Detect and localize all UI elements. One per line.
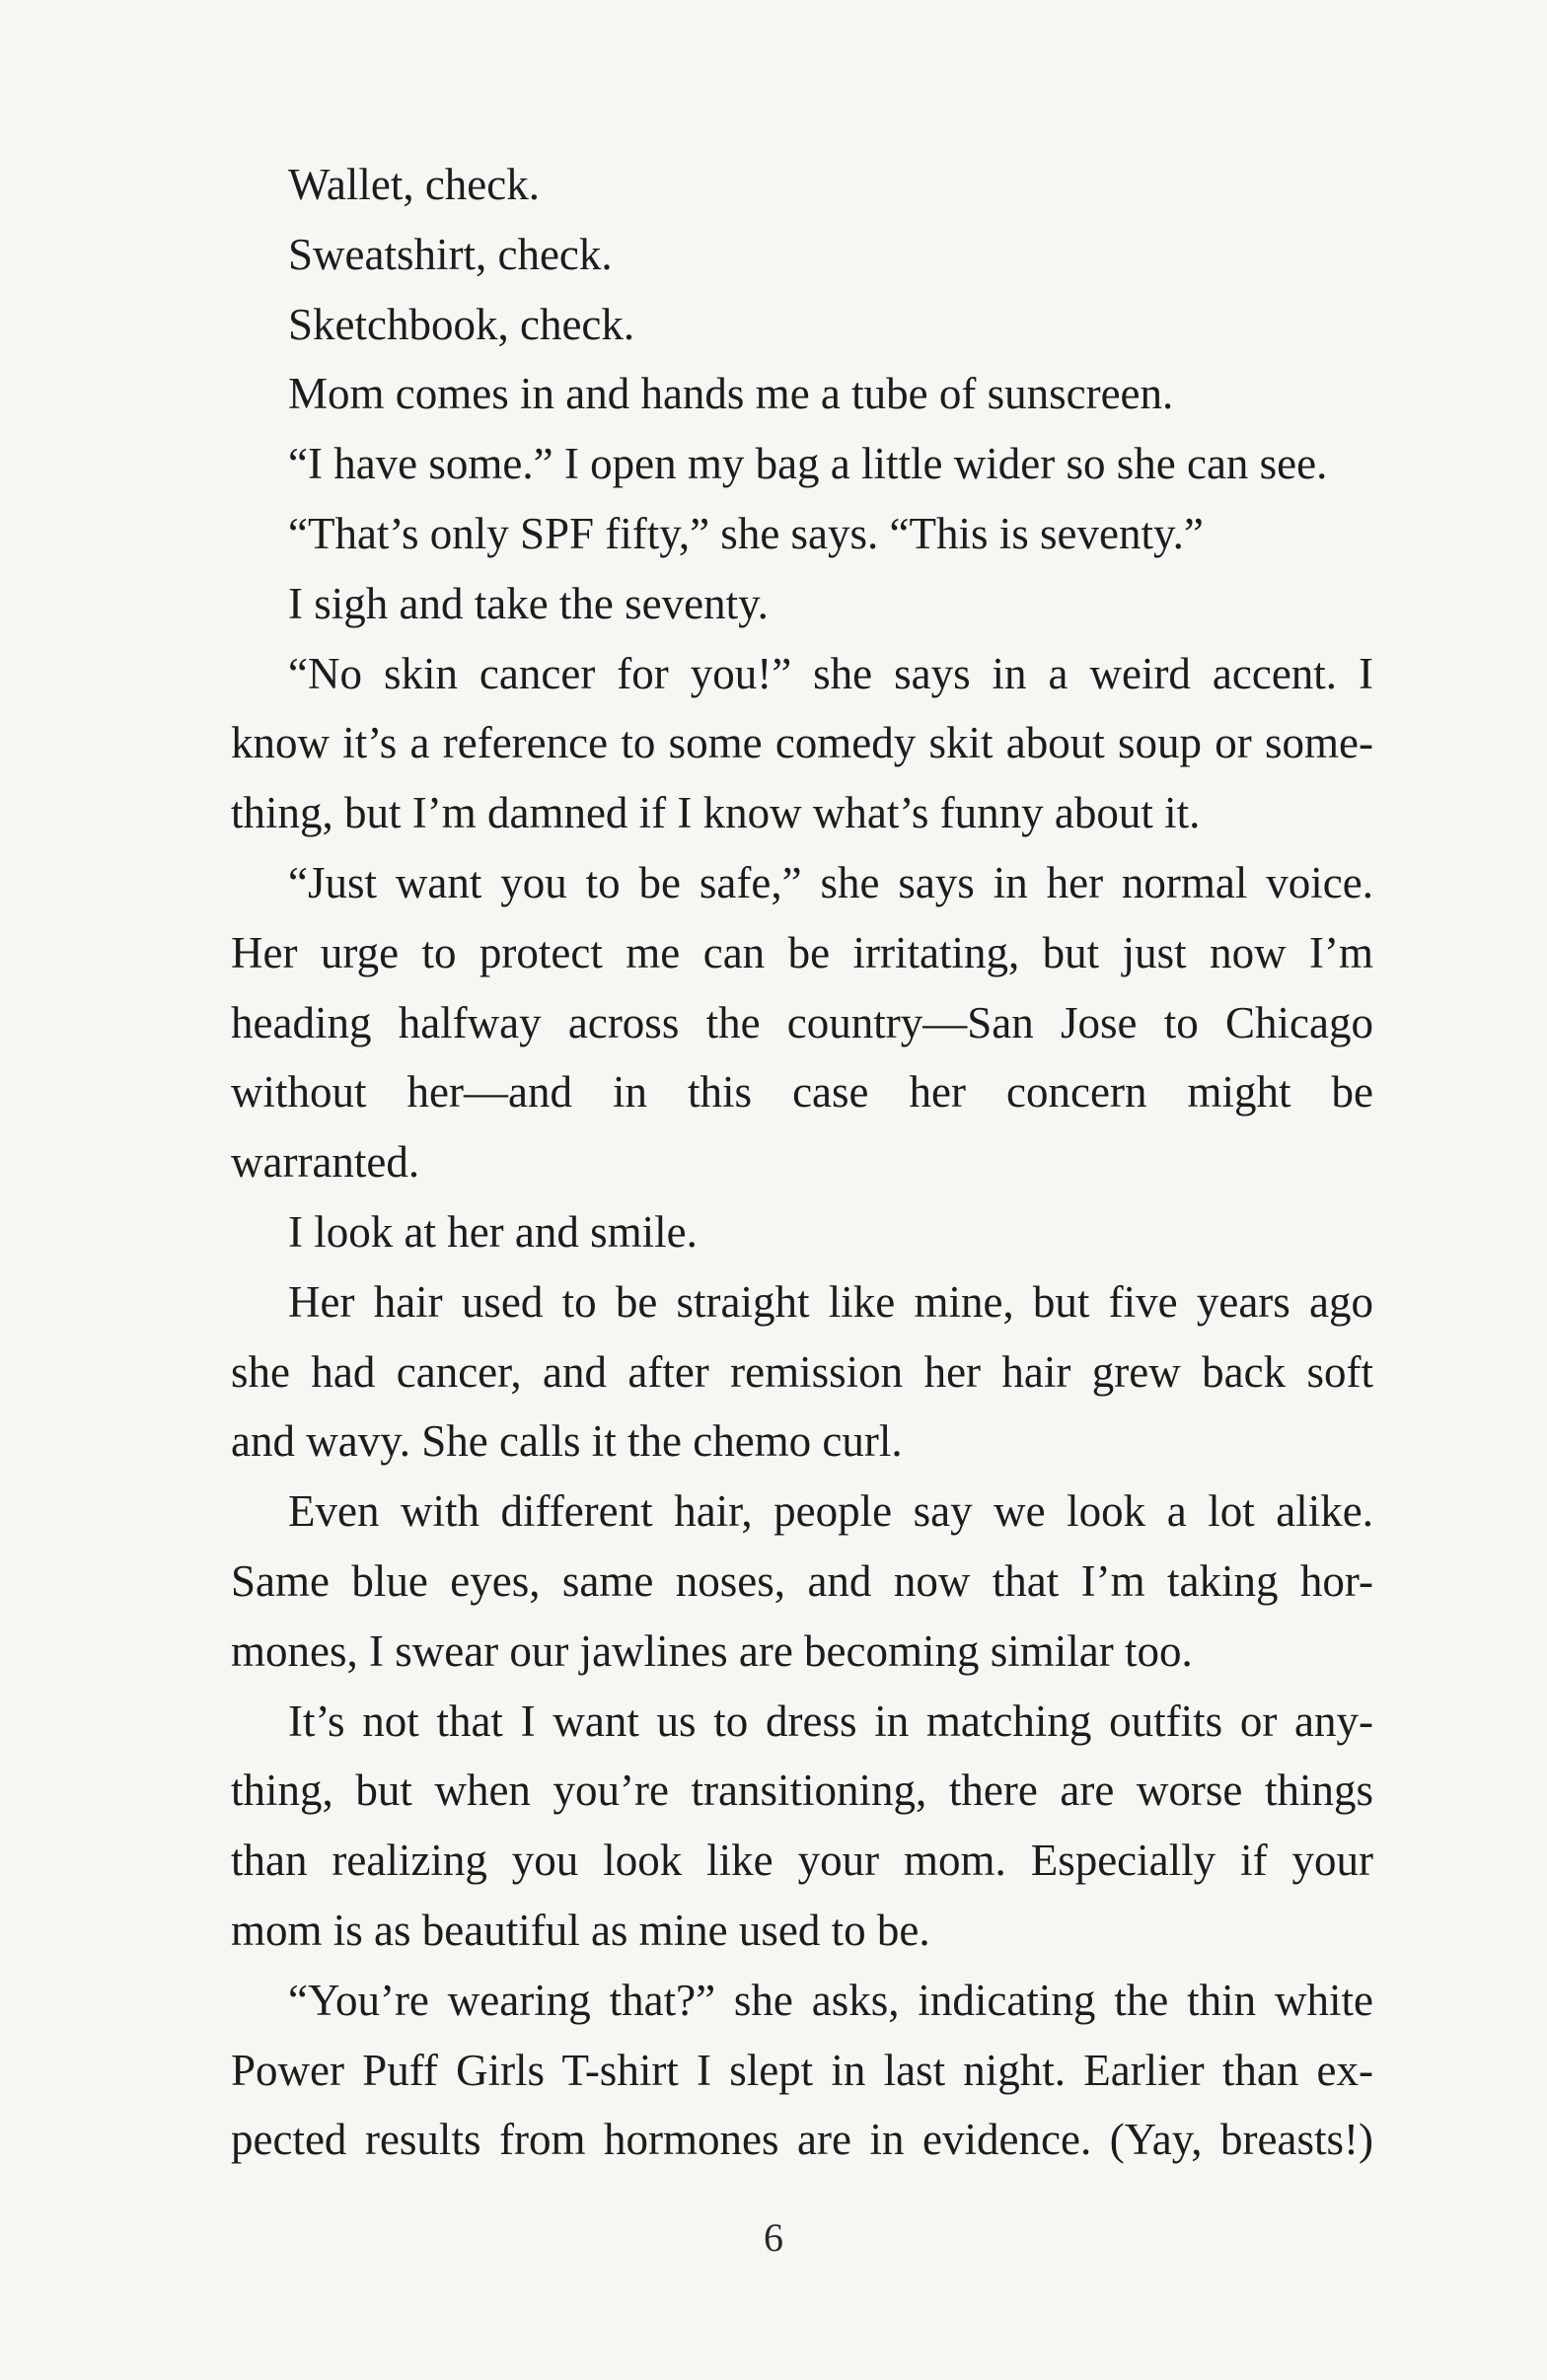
text-line: and wavy. She calls it the chemo curl. — [231, 1416, 903, 1467]
text-line: heading halfway across the country—San Jose to Chicago — [231, 997, 1373, 1047]
text-line: It’s not that I want us to dress in matching outfits or any- — [288, 1695, 1373, 1746]
text-line: thing, but when you’re transitioning, there are worse things — [231, 1766, 1373, 1816]
text-line: I look at her and smile. — [288, 1206, 698, 1257]
text-line: Wallet, check. — [288, 160, 540, 209]
text-line: “You’re wearing that?” she asks, indicating the thin white — [288, 1975, 1373, 2025]
text-line: Mom comes in and hands me a tube of sunscreen. — [288, 369, 1174, 419]
text-line: Same blue eyes, same noses, and now that I’m taking hor- — [231, 1555, 1373, 1606]
text-line: mom is as beautiful as mine used to be. — [231, 1905, 930, 1955]
text-line: thing, but I’m damned if I know what’s funny about it. — [231, 788, 1201, 838]
text-line: “No skin cancer for you!” she says in a weird accent. I — [288, 648, 1373, 698]
text-line: Even with different hair, people say we look a lot alike. — [288, 1486, 1373, 1537]
body-text — [231, 150, 1373, 2175]
text-line: know it’s a reference to some comedy skit about soup or some- — [231, 718, 1373, 768]
page-number: 6 — [764, 2215, 783, 2260]
text-line: I sigh and take the seventy. — [288, 578, 769, 628]
text-line: than realizing you look like your mom. Especially if your — [231, 1836, 1373, 1886]
text-line: Power Puff Girls T-shirt I slept in last night. Earlier than ex- — [231, 2045, 1373, 2095]
text-line: Her urge to protect me can be irritating, but just now I’m — [231, 927, 1373, 977]
text-line: Her hair used to be straight like mine, but five years ago — [288, 1276, 1373, 1327]
text-line: Sweatshirt, check. — [288, 229, 613, 279]
text-line: Sketchbook, check. — [288, 299, 635, 349]
text-line: she had cancer, and after remission her hair grew back soft — [231, 1346, 1373, 1397]
text-line: “That’s only SPF fifty,” she says. “This is seventy.” — [288, 508, 1204, 558]
text-line: “Just want you to be safe,” she says in her normal voice. — [288, 857, 1373, 907]
text-line: “I have some.” I open my bag a little wider so she can see. — [288, 439, 1328, 489]
text-line: pected results from hormones are in evidence. (Yay, breasts!) — [231, 2115, 1373, 2165]
text-line: mones, I swear our jawlines are becoming similar too. — [231, 1625, 1193, 1676]
text-line: without her—and in this case her concern might be — [231, 1067, 1373, 1118]
text-line: warranted. — [231, 1137, 420, 1188]
